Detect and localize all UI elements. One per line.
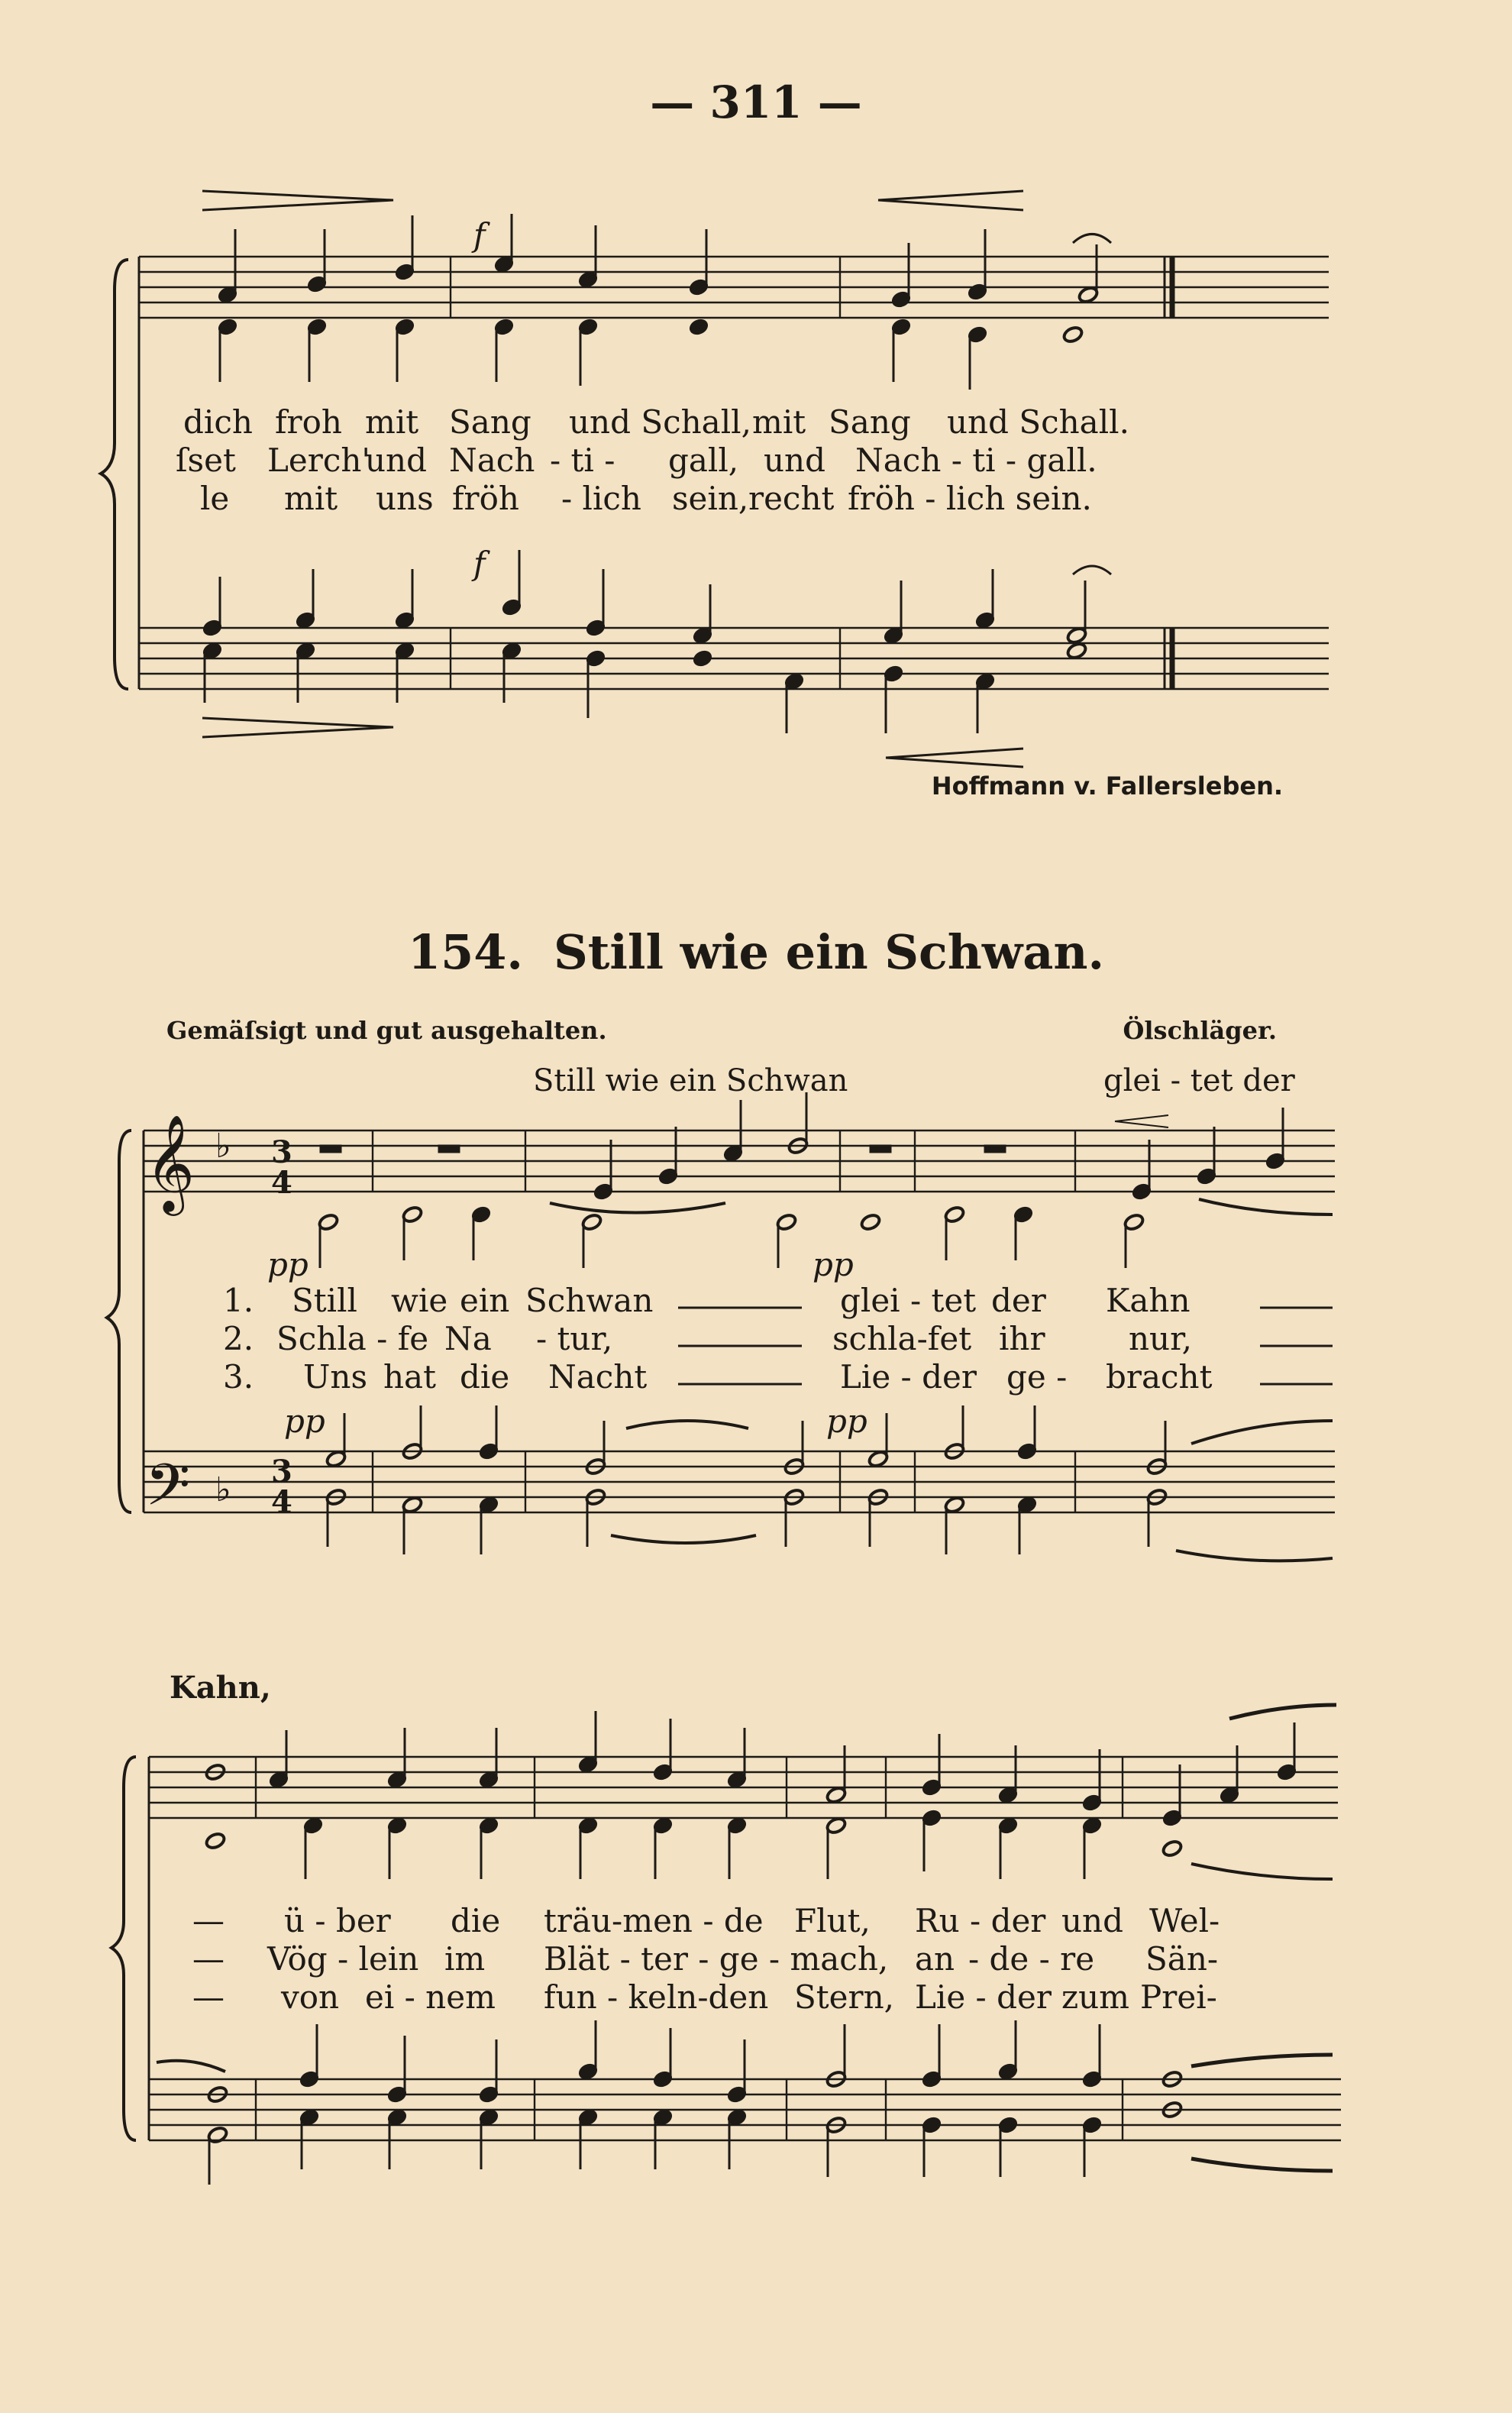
lyric-3-2: mit xyxy=(284,480,338,517)
lyric-s3-2-4: Blät - ter - ge - mach, xyxy=(544,1940,889,1978)
lyric-2-1: ſset xyxy=(176,442,236,479)
lyric-s3-2-2: Vög - lein xyxy=(267,1940,419,1978)
lyric-s3-1-2: ü - ber xyxy=(284,1902,391,1939)
dynamic-pp: pp xyxy=(284,1402,325,1440)
dynamic-pp: pp xyxy=(826,1402,867,1440)
lyric-s3-1-3: die xyxy=(451,1902,501,1939)
lyric-s3-3-4: fun - keln-den xyxy=(544,1978,769,2016)
lyric-s2-3-5: Lie - der xyxy=(840,1358,977,1396)
verse-number-1: 1. xyxy=(223,1282,254,1319)
lyric-s2-3-1: Uns xyxy=(303,1358,367,1396)
cue-text-c: Kahn, xyxy=(170,1670,271,1706)
lyric-s3-3-8: Prei- xyxy=(1140,1978,1217,2016)
lyric-s3-2-5: an xyxy=(915,1940,955,1978)
dynamic-forte: f xyxy=(473,216,486,254)
lyric-3-5: - lich xyxy=(561,480,641,517)
lyric-s2-1-4: Schwan xyxy=(525,1282,654,1319)
song-title-text: Still wie ein Schwan. xyxy=(553,924,1105,980)
lyric-s2-3-2: hat xyxy=(383,1358,436,1396)
flat-sign-icon: ♭ xyxy=(215,1470,231,1509)
composer: Ölschläger. xyxy=(1123,1016,1277,1045)
lyric-s2-2-6: ihr xyxy=(999,1320,1045,1357)
lyric-s2-3-7: bracht xyxy=(1106,1358,1213,1396)
lyric-s2-2-2: Na xyxy=(444,1320,492,1357)
lyric-s3-3-7: zum xyxy=(1061,1978,1130,2016)
lyric-s2-3-4: Nacht xyxy=(548,1358,648,1396)
bass-clef-icon: 𝄢 xyxy=(145,1451,191,1533)
lyric-s2-1-3: ein xyxy=(460,1282,510,1319)
lyric-s2-2-7: nur, xyxy=(1129,1320,1192,1357)
staff-s2-treble xyxy=(144,1130,1335,1192)
lyric-s3-1-4: träu-men - de xyxy=(544,1902,764,1939)
tempo-marking: Gemäſsigt und gut ausgehalten. xyxy=(166,1016,607,1045)
lyric-3-6: sein, xyxy=(672,480,749,517)
dynamic-forte: f xyxy=(473,545,486,582)
lyric-s2-1-6: der xyxy=(991,1282,1046,1319)
lyric-s3-3-6: Lie - der xyxy=(915,1978,1052,2016)
lyric-s2-2-5: schla-fet xyxy=(832,1320,972,1357)
time-sig-top-bass: 3 xyxy=(271,1454,292,1490)
lyric-2-8: Nach - ti - gall. xyxy=(855,442,1097,479)
lyric-s3-1-7: und xyxy=(1061,1902,1123,1939)
lyric-1-3: mit xyxy=(365,403,419,441)
cue-text-b: glei - tet der xyxy=(1103,1063,1295,1098)
notes-s1-lower xyxy=(202,550,1088,733)
time-sig-top: 3 xyxy=(271,1134,292,1170)
lyric-s3-2-1: — xyxy=(192,1940,225,1978)
notes-s3-bass xyxy=(207,2020,1184,2185)
lyric-s2-1-7: Kahn xyxy=(1106,1282,1191,1319)
time-sig-bottom-bass: 4 xyxy=(271,1484,292,1520)
lyric-2-4: Nach xyxy=(449,442,535,479)
lyric-s3-2-3: im xyxy=(444,1940,486,1978)
flat-sign-icon: ♭ xyxy=(215,1127,231,1166)
dynamic-pp: pp xyxy=(267,1246,309,1283)
lyric-s3-3-1: — xyxy=(192,1978,225,2016)
lyric-s3-1-6: Ru - der xyxy=(915,1902,1046,1939)
lyric-s2-1-1: Still xyxy=(292,1282,357,1319)
notes-s3-treble xyxy=(205,1711,1297,1879)
lyric-s2-2-1: Schla - fe xyxy=(276,1320,429,1357)
lyric-s3-3-3: ei - nem xyxy=(365,1978,496,2016)
lyric-1-7: Sang xyxy=(829,403,911,441)
lyric-s2-1-2: wie xyxy=(391,1282,448,1319)
lyric-1-6: mit xyxy=(752,403,806,441)
lyric-s3-1-5: Flut, xyxy=(794,1902,871,1939)
lyric-s3-3-5: Stern, xyxy=(794,1978,894,2016)
time-sig-bottom: 4 xyxy=(271,1165,292,1201)
lyric-2-6: gall, xyxy=(668,442,739,479)
lyric-s2-3-3: die xyxy=(460,1358,510,1396)
lyric-s3-2-6: - de - re xyxy=(968,1940,1095,1978)
verse-number-3: 3. xyxy=(223,1358,254,1396)
lyric-1-1: dich xyxy=(183,403,253,441)
lyric-3-8: fröh - lich sein. xyxy=(848,480,1092,517)
song-number: 154. xyxy=(407,924,523,980)
lyric-2-7: und xyxy=(764,442,825,479)
staff-s1-lower xyxy=(139,628,1329,689)
lyricist-attribution: Hoffmann v. Fallersleben. xyxy=(931,771,1283,801)
lyric-s2-3-6: ge - xyxy=(1006,1358,1068,1396)
cue-text-a: Still wie ein Schwan xyxy=(533,1063,848,1098)
lyric-s3-3-2: von xyxy=(281,1978,340,2016)
lyric-1-2: froh xyxy=(275,403,342,441)
lyric-3-4: fröh xyxy=(452,480,519,517)
lyric-2-3: und xyxy=(365,442,427,479)
treble-clef-icon: 𝄞 xyxy=(145,1114,195,1211)
lyric-3-3: uns xyxy=(376,480,434,517)
lyric-extender-lines xyxy=(678,1308,1333,1384)
lyric-1-5: und Schall, xyxy=(569,403,751,441)
lyric-2-2: Lerch' xyxy=(267,442,370,479)
lyric-3-1: le xyxy=(200,480,230,517)
lyric-2-5: - ti - xyxy=(550,442,615,479)
lyric-1-8: und Schall. xyxy=(947,403,1129,441)
verse-number-2: 2. xyxy=(223,1320,254,1357)
dynamic-pp: pp xyxy=(813,1246,854,1283)
lyric-s3-1-1: — xyxy=(192,1902,225,1939)
lyric-3-7: recht xyxy=(748,480,835,517)
lyric-1-4: Sang xyxy=(449,403,531,441)
lyric-s2-2-3: - tur, xyxy=(536,1320,613,1357)
lyric-s3-1-8: Wel- xyxy=(1149,1902,1220,1939)
page-number: — 311 — xyxy=(650,76,862,128)
lyric-s3-2-7: Sän- xyxy=(1145,1940,1219,1978)
lyric-s2-1-5: glei - tet xyxy=(840,1282,977,1319)
